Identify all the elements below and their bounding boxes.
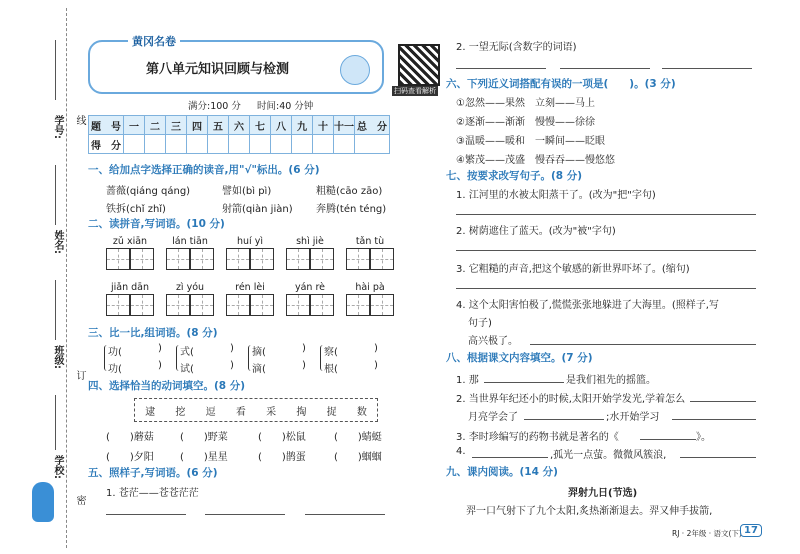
pinyin-row2-2: rén lèi	[235, 282, 265, 293]
s3-paren-close-5: )	[230, 360, 234, 371]
s8-q1b: 是我们祖先的摇篮。	[566, 375, 656, 386]
qr-code-icon	[398, 44, 440, 86]
student-id-line	[55, 40, 56, 100]
reading-title: 羿射九日(节选)	[568, 488, 638, 499]
score-header-cell-3: 三	[166, 116, 187, 135]
seal-bind-char: 订	[74, 370, 85, 380]
section-4-title: 四、选择恰当的动词填空。(8 分)	[88, 380, 246, 392]
s5-answer-line-1	[106, 514, 186, 515]
s8-blank-6	[472, 457, 548, 458]
s4-row1-item-1: ( )野菜	[180, 432, 228, 443]
s7-question-2: 2. 树荫遮住了蓝天。(改为"被"字句)	[456, 226, 616, 237]
score-header-cell-4: 四	[187, 116, 208, 135]
s3-char-3: 察(	[324, 347, 338, 358]
score-value-cell-6	[229, 135, 250, 154]
s8-q3a: 3. 李时珍编写的药物书就是著名的《	[456, 432, 619, 443]
score-value-cell-9	[292, 135, 313, 154]
s8-blank-7	[680, 457, 756, 458]
s8-blank-3	[524, 419, 604, 420]
s8-q2a: 2. 当世界年纪还小的时候,太阳开始学发光,学着怎么	[456, 394, 686, 405]
s7-question-4a: 4. 这个太阳害怕极了,慌慌张张地躲进了大海里。(照样子,写	[456, 300, 719, 311]
s5-answer-line-3	[305, 514, 385, 515]
verb-option-0: 逮	[145, 406, 156, 418]
pinyin-row2-0: jiǎn dān	[110, 282, 149, 293]
score-value-cell-0: 得 分	[89, 135, 124, 154]
s3-char-0: 功(	[108, 347, 122, 358]
score-value-cell-11	[334, 135, 355, 154]
s8-blank-1	[484, 382, 564, 383]
s7-question-4c: 高兴极了。	[468, 336, 518, 347]
verb-option-6: 捉	[326, 406, 337, 418]
writing-box[interactable]	[286, 248, 310, 270]
class-label: 班级:	[52, 345, 63, 369]
s8-blank-2	[690, 401, 756, 402]
verb-option-3: 看	[235, 406, 246, 418]
s4-row2-item-1: ( )星星	[180, 452, 228, 463]
s3-paren-close-1: )	[230, 343, 234, 354]
name-line	[55, 165, 56, 225]
s1-item-3: 粗糙(cāo zāo)	[316, 186, 383, 197]
full-score: 满分:100 分	[188, 101, 241, 112]
writing-box[interactable]	[190, 294, 214, 316]
page-info: RJ · 2年级 · 语文(下)	[672, 529, 742, 538]
score-header-cell-10: 十	[313, 116, 334, 135]
pinyin-row1-4: tǎn tù	[355, 236, 385, 247]
seal-line-char: 线	[74, 115, 85, 125]
s5-answer-line-4	[456, 68, 546, 69]
writing-box[interactable]	[106, 248, 130, 270]
section-3-title: 三、比一比,组词语。(8 分)	[88, 327, 218, 339]
s3-char-5: 试(	[180, 364, 194, 375]
s4-row1-item-2: ( )松鼠	[258, 432, 306, 443]
pinyin-row1-0: zǔ xiān	[112, 236, 148, 247]
writing-box[interactable]	[310, 294, 334, 316]
name-label: 姓名:	[52, 230, 63, 254]
s4-row2-item-2: ( )鹊蛋	[258, 452, 306, 463]
pinyin-row1-3: shì jiè	[296, 236, 324, 247]
score-value-cell-7	[250, 135, 271, 154]
student-id-label: 学号:	[52, 115, 63, 139]
s1-item-2: 譬如(bì pì)	[222, 186, 272, 197]
s8-q3b: 》。	[696, 432, 711, 443]
score-header-cell-8: 八	[271, 116, 292, 135]
s1-item-4: 铁拆(chǐ zhǐ)	[106, 204, 166, 215]
page-number: 17	[740, 524, 762, 537]
rabbit-mascot-icon	[340, 55, 370, 85]
s6-option-4: ④繁茂——茂盛 慢吞吞——慢悠悠	[456, 155, 615, 166]
pinyin-row2-1: zì yóu	[175, 282, 205, 293]
s3-paren-close-2: )	[302, 343, 306, 354]
s5-answer-line-2	[205, 514, 285, 515]
s3-paren-close-3: )	[374, 343, 378, 354]
writing-box[interactable]	[226, 248, 250, 270]
score-header-cell-0: 题 号	[89, 116, 124, 135]
score-header-cell-6: 六	[229, 116, 250, 135]
s4-row1-item-3: ( )蜻蜓	[334, 432, 382, 443]
section-9-title: 九、课内阅读。(14 分)	[446, 466, 558, 478]
writing-box[interactable]	[346, 294, 370, 316]
s6-option-1: ①忽然——果然 立刻——马上	[456, 98, 595, 109]
s3-paren-close-4: )	[158, 360, 162, 371]
score-value-cell-12	[355, 135, 390, 154]
s8-q2c: ;水开始学习	[606, 412, 660, 423]
writing-box[interactable]	[310, 248, 334, 270]
school-line	[55, 395, 56, 450]
verb-option-1: 挖	[175, 406, 186, 418]
s3-char-4: 功(	[108, 364, 122, 375]
brand-logo: 黄冈名卷	[128, 33, 180, 49]
s8-q4b: ,孤光一点萤。微微风簇浪,	[550, 450, 667, 461]
score-header-cell-9: 九	[292, 116, 313, 135]
binding-line	[66, 8, 67, 548]
writing-box[interactable]	[106, 294, 130, 316]
s7-question-4b: 句子)	[468, 318, 492, 329]
s7-answer-line-1	[456, 214, 756, 215]
school-label: 学校:	[52, 455, 63, 479]
writing-box[interactable]	[226, 294, 250, 316]
mascot-icon	[32, 482, 54, 522]
writing-box[interactable]	[250, 294, 274, 316]
section-7-title: 七、按要求改写句子。(8 分)	[446, 170, 583, 182]
writing-box[interactable]	[346, 248, 370, 270]
s8-q2b: 月亮学会了	[468, 412, 518, 423]
writing-box[interactable]	[166, 248, 190, 270]
score-header-cell-5: 五	[208, 116, 229, 135]
s4-row1-item-0: ( )蘑菇	[106, 432, 154, 443]
s5-answer-line-6	[662, 68, 752, 69]
writing-box[interactable]	[286, 294, 310, 316]
s8-q1a: 1. 那	[456, 375, 479, 386]
score-header-cell-11: 十一	[334, 116, 355, 135]
section-8-title: 八、根据课文内容填空。(7 分)	[446, 352, 593, 364]
s5-item-2: 2. 一望无际(含数字的词语)	[456, 42, 577, 53]
score-header-cell-12: 总 分	[355, 116, 390, 135]
pinyin-row1-1: lán tiān	[172, 236, 208, 247]
s3-char-7: 根(	[324, 364, 338, 375]
score-value-cell-8	[271, 135, 292, 154]
s3-paren-close-7: )	[374, 360, 378, 371]
score-header-cell-1: 一	[124, 116, 145, 135]
section-6-title: 六、下列近义词搭配有误的一项是( )。(3 分)	[446, 78, 676, 90]
s3-paren-close-6: )	[302, 360, 306, 371]
writing-box[interactable]	[370, 248, 394, 270]
s1-item-6: 奔腾(tén téng)	[316, 204, 387, 215]
verb-option-4: 采	[266, 406, 277, 418]
score-table	[88, 115, 390, 154]
s7-answer-line-2	[456, 250, 756, 251]
writing-box[interactable]	[166, 294, 190, 316]
s3-paren-close-0: )	[158, 343, 162, 354]
seal-secret-char: 密	[74, 495, 85, 505]
verb-option-7: 数	[356, 406, 367, 418]
pinyin-row2-4: hài pà	[355, 282, 385, 293]
verb-option-5: 掏	[296, 406, 307, 418]
s7-question-3: 3. 它粗糙的声音,把这个敏感的新世界吓坏了。(缩句)	[456, 264, 690, 275]
reading-text: 羿一口气射下了九个太阳,炙热渐渐退去。羿又伸手拔箭,	[466, 506, 713, 517]
page-title: 第八单元知识回顾与检测	[146, 62, 290, 77]
s3-char-1: 式(	[180, 347, 194, 358]
verb-choice-box	[134, 398, 378, 422]
score-header-cell-2: 二	[145, 116, 166, 135]
score-header-cell-7: 七	[250, 116, 271, 135]
s8-q4a: 4.	[456, 446, 466, 457]
s3-char-6: 滴(	[252, 364, 266, 375]
writing-box[interactable]	[130, 248, 154, 270]
s7-question-1: 1. 江河里的水被太阳蒸干了。(改为"把"字句)	[456, 190, 656, 201]
s8-blank-5	[640, 439, 696, 440]
score-value-cell-10	[313, 135, 334, 154]
s1-item-5: 射箭(qiàn jiàn)	[222, 204, 293, 215]
s1-item-1: 蔷薇(qiáng qáng)	[106, 186, 191, 197]
section-1-title: 一、给加点字选择正确的读音,用"√"标出。(6 分)	[88, 164, 320, 176]
qr-caption: 扫码查看解析	[394, 87, 436, 95]
pinyin-row2-3: yán rè	[294, 282, 326, 293]
writing-box[interactable]	[190, 248, 214, 270]
score-value-cell-1	[124, 135, 145, 154]
s4-row2-item-0: ( )夕阳	[106, 452, 154, 463]
s4-row2-item-3: ( )蝈蝈	[334, 452, 382, 463]
score-value-cell-5	[208, 135, 229, 154]
section-2-title: 二、读拼音,写词语。(10 分)	[88, 218, 225, 230]
s6-option-2: ②逐渐——渐渐 慢慢——徐徐	[456, 117, 595, 128]
writing-box[interactable]	[250, 248, 274, 270]
writing-box[interactable]	[370, 294, 394, 316]
class-line	[55, 280, 56, 340]
s3-char-2: 摘(	[252, 347, 266, 358]
score-value-cell-3	[166, 135, 187, 154]
s8-blank-4	[672, 419, 756, 420]
s5-item-1: 1. 苍茫——苍苍茫茫	[106, 488, 199, 499]
score-value-cell-4	[187, 135, 208, 154]
s7-answer-line-4	[530, 344, 756, 345]
writing-box[interactable]	[130, 294, 154, 316]
s5-answer-line-5	[560, 68, 650, 69]
score-value-cell-2	[145, 135, 166, 154]
section-5-title: 五、照样子,写词语。(6 分)	[88, 467, 218, 479]
s7-answer-line-3	[456, 288, 756, 289]
pinyin-row1-2: huí yì	[237, 236, 263, 247]
exam-time: 时间:40 分钟	[257, 101, 314, 112]
verb-option-2: 逗	[205, 406, 216, 418]
s6-option-3: ③温暖——暖和 一瞬间——眨眼	[456, 136, 605, 147]
